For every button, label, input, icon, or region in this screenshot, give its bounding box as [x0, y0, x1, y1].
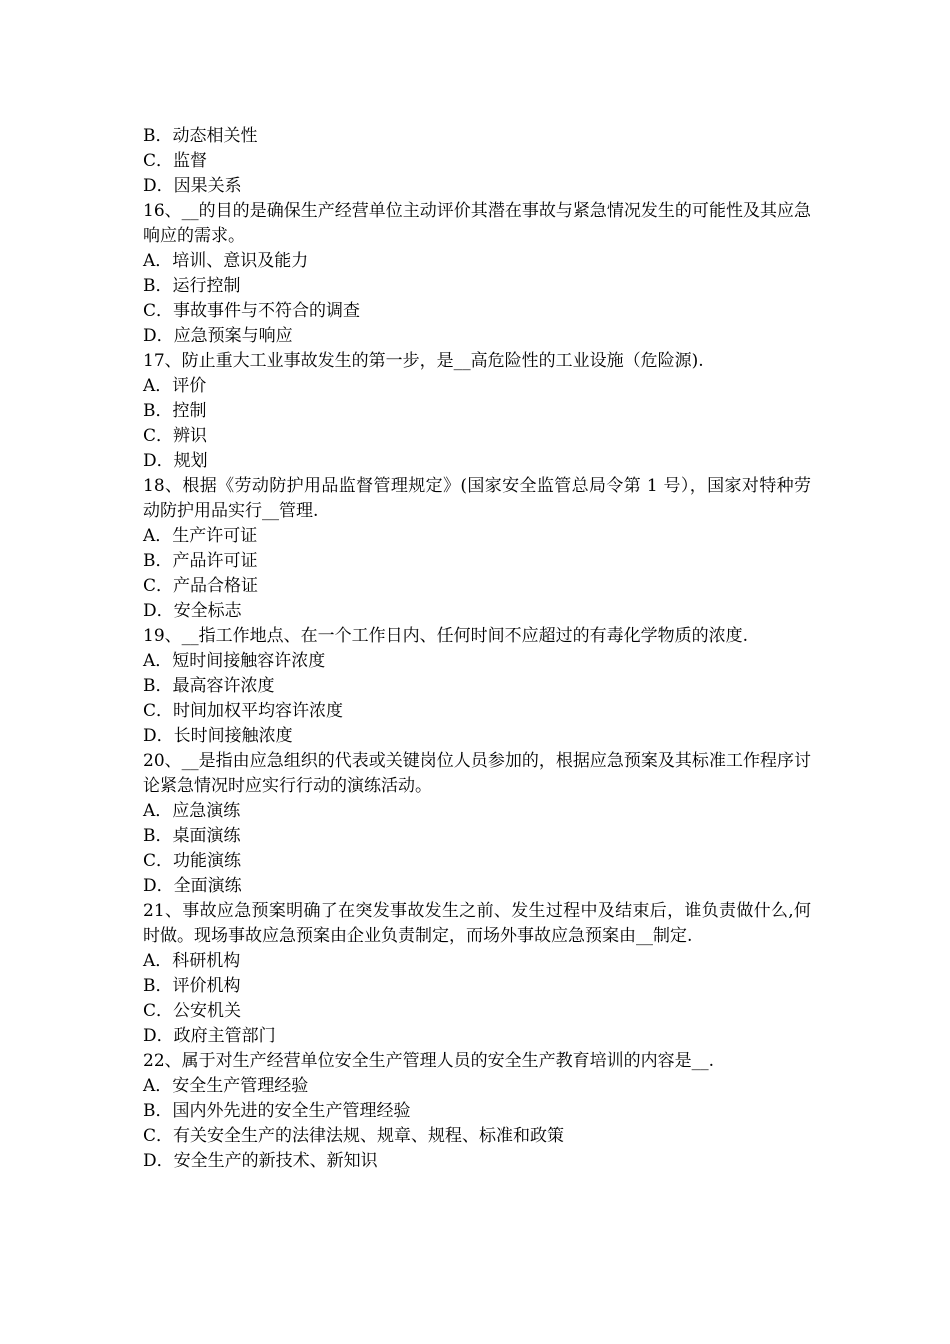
answer-option: B．评价机构: [143, 976, 241, 996]
answer-option: D．应急预案与响应: [143, 326, 293, 346]
question-text: 16、__的目的是确保生产经营单位主动评价其潜在事故与紧急情况发生的可能性及其应急响应的需求。: [143, 201, 811, 246]
answer-option: D．安全生产的新技术、新知识: [143, 1151, 378, 1171]
answer-option: D．政府主管部门: [143, 1026, 276, 1046]
question-text: 22、属于对生产经营单位安全生产管理人员的安全生产教育培训的内容是__.: [143, 1051, 715, 1071]
question-text: 21、事故应急预案明确了在突发事故发生之前、发生过程中及结束后，谁负责做什么,何时做。现场事故应急预案由企业负责制定，而场外事故应急预案由__制定.: [143, 901, 811, 946]
answer-option: A．应急演练: [143, 801, 241, 821]
answer-option: B．桌面演练: [143, 826, 241, 846]
answer-option: B．最高容许浓度: [143, 676, 275, 696]
answer-option: D．长时间接触浓度: [143, 726, 293, 746]
answer-option: C．时间加权平均容许浓度: [143, 701, 344, 721]
document-body: [143, 124, 811, 1174]
answer-option: C．辨识: [143, 426, 208, 446]
answer-option: B．国内外先进的安全生产管理经验: [143, 1101, 411, 1121]
answer-option: A．科研机构: [143, 951, 241, 971]
answer-option: B．产品许可证: [143, 551, 258, 571]
answer-option: C．公安机关: [143, 1001, 242, 1021]
answer-option: D．全面演练: [143, 876, 242, 896]
answer-option: C．产品合格证: [143, 576, 259, 596]
answer-option: D．规划: [143, 451, 208, 471]
question-text: 17、防止重大工业事故发生的第一步，是__高危险性的工业设施（危险源).: [143, 351, 704, 371]
answer-option: D．安全标志: [143, 601, 242, 621]
question-text: 18、根据《劳动防护用品监督管理规定》(国家安全监管总局令第 1 号），国家对特种劳动防护用品实行__管理.: [143, 476, 811, 521]
answer-option: D．因果关系: [143, 176, 242, 196]
answer-option: C．监督: [143, 151, 208, 171]
answer-option: B．动态相关性: [143, 126, 258, 146]
answer-option: C．功能演练: [143, 851, 242, 871]
answer-option: B．控制: [143, 401, 207, 421]
question-text: 20、__是指由应急组织的代表或关键岗位人员参加的，根据应急预案及其标准工作程序讨论紧急情况时应实行行动的演练活动。: [143, 751, 811, 796]
answer-option: A．短时间接触容许浓度: [143, 651, 326, 671]
answer-option: C．有关安全生产的法律法规、规章、规程、标准和政策: [143, 1126, 565, 1146]
answer-option: A．安全生产管理经验: [143, 1076, 309, 1096]
answer-option: A．评价: [143, 376, 207, 396]
answer-option: A．生产许可证: [143, 526, 258, 546]
question-text: 19、__指工作地点、在一个工作日内、任何时间不应超过的有毒化学物质的浓度.: [143, 626, 749, 646]
answer-option: C．事故事件与不符合的调查: [143, 301, 361, 321]
answer-option: B．运行控制: [143, 276, 241, 296]
answer-option: A．培训、意识及能力: [143, 251, 309, 271]
